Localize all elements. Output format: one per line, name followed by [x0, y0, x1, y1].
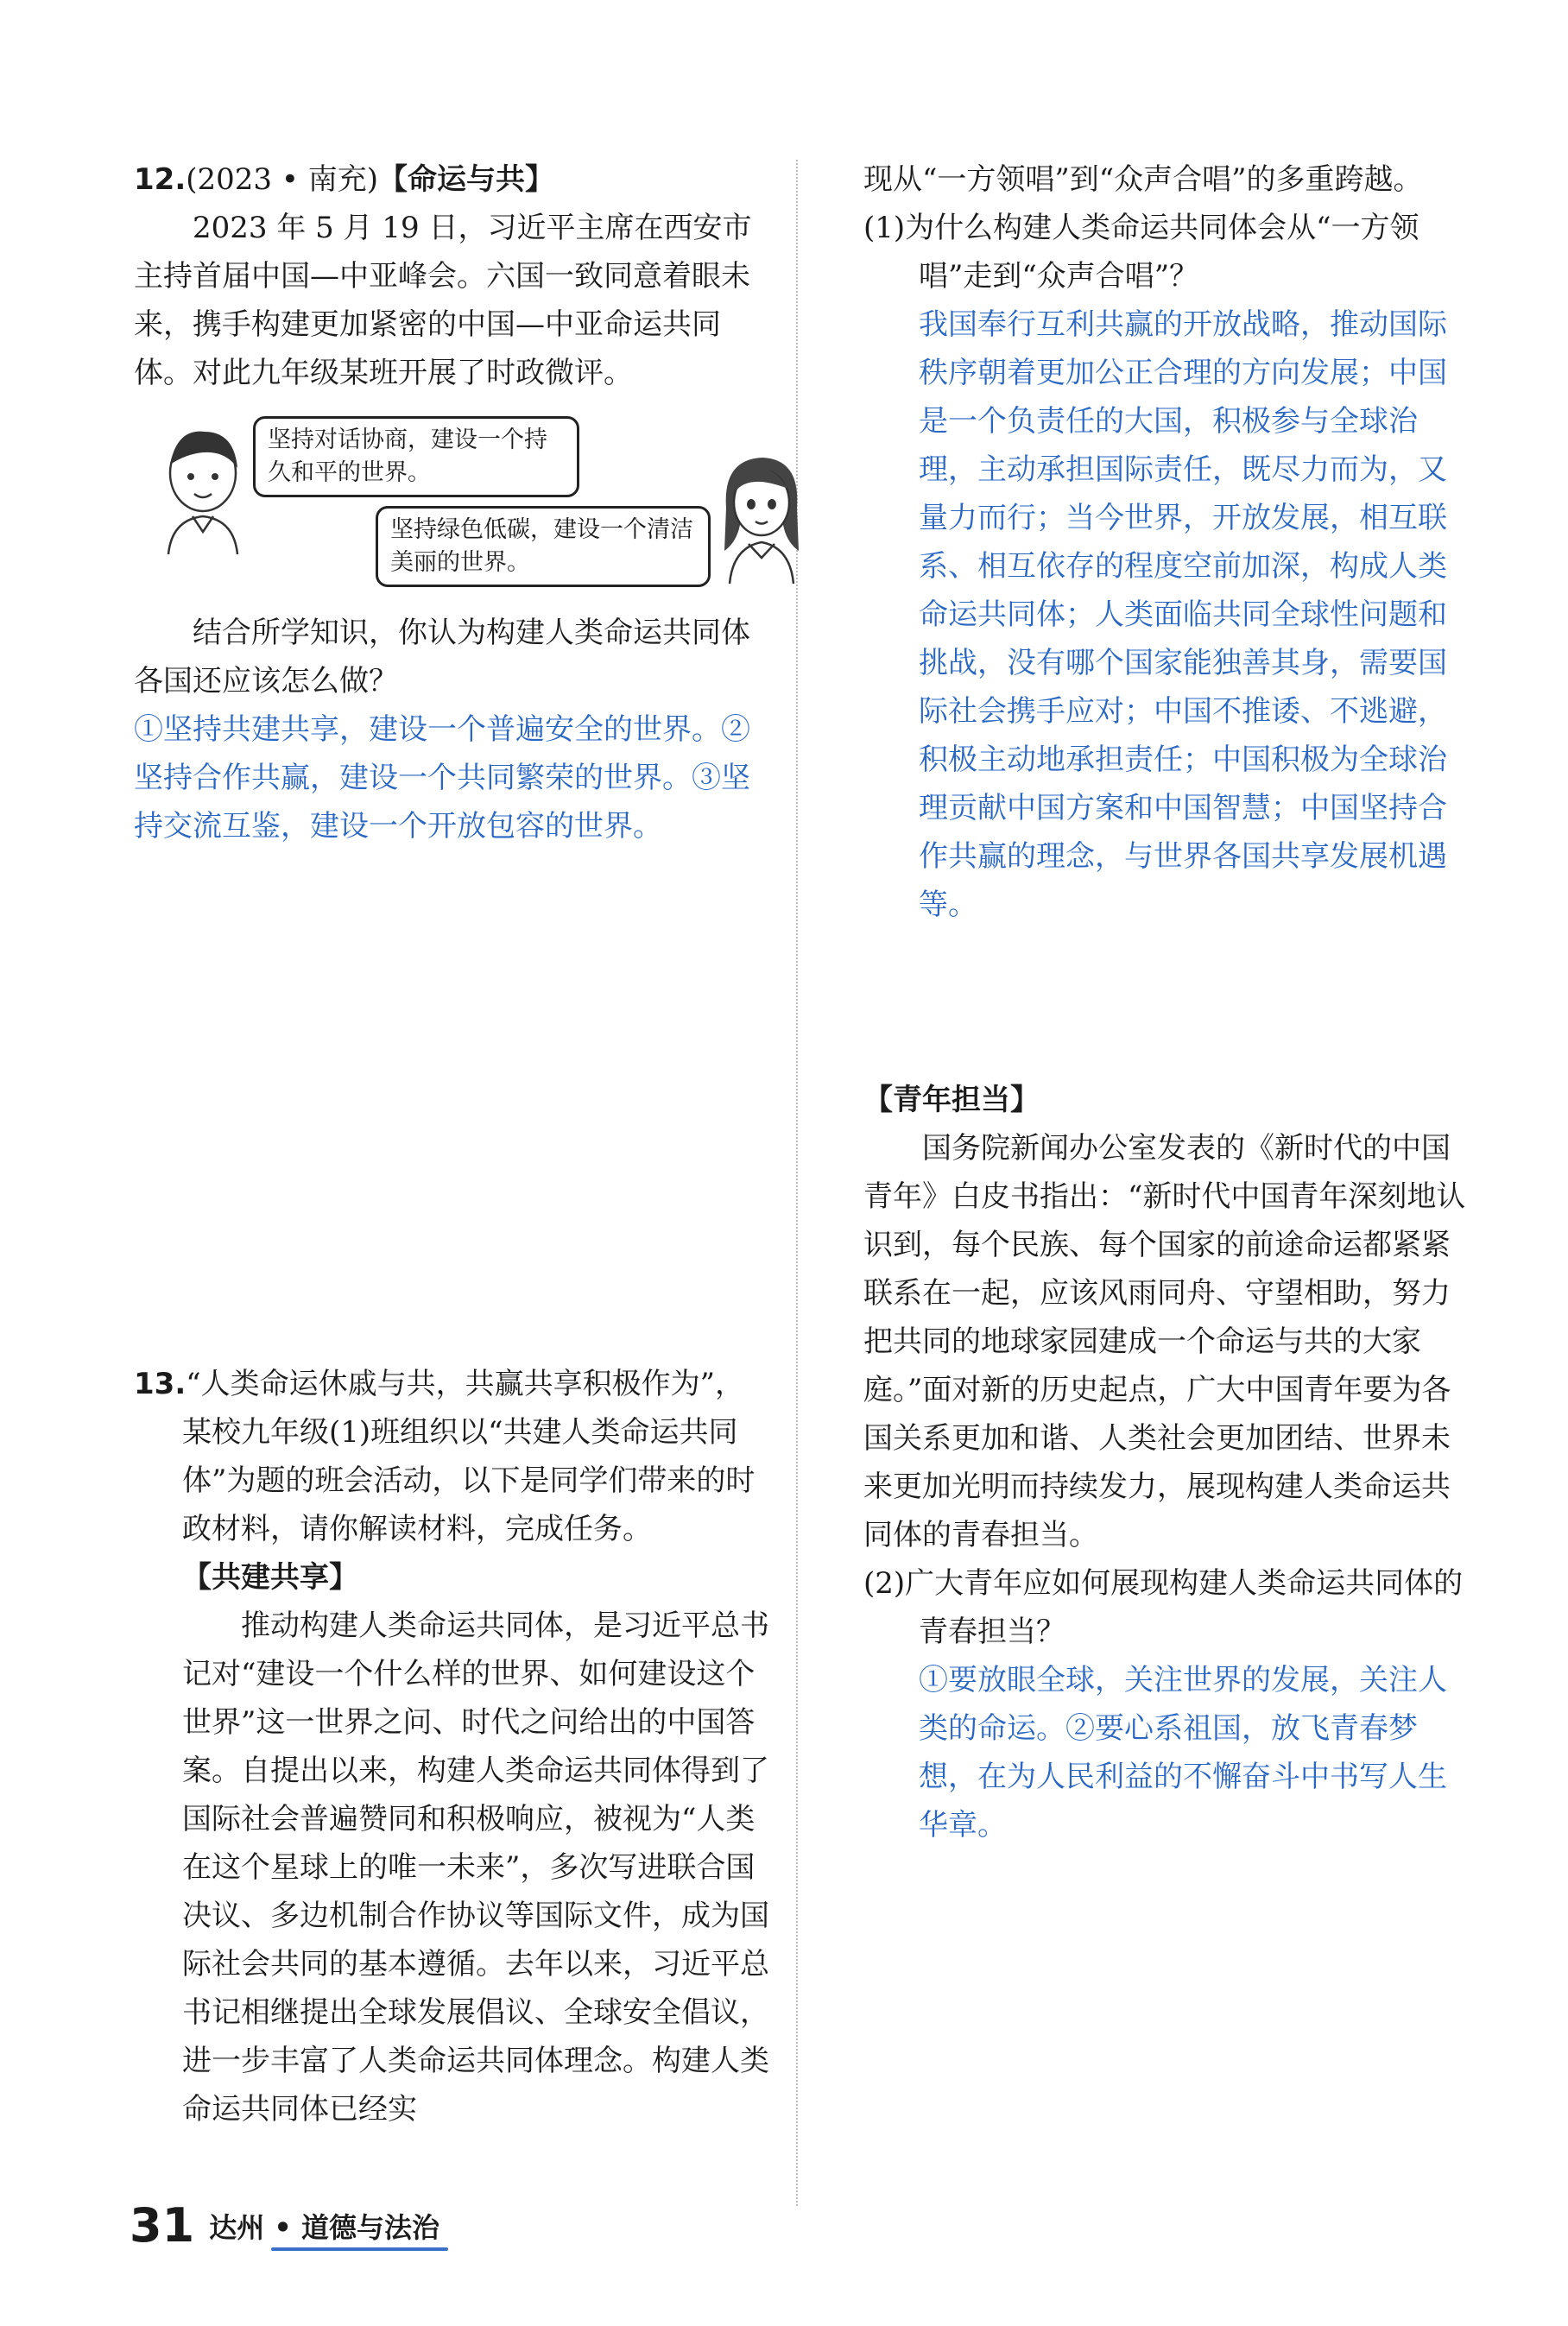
- answer-space: [134, 850, 773, 1360]
- section-gongjian-text: 推动构建人类命运共同体，是习近平总书记对“建设一个什么样的世界、如何建设这个世界”这一世界之问、时代之问给出的中国答案。自提出以来，构建人类命运共同体得到了国际社会普遍赞同和积极响应，被视为“人类在这个星球上的唯一未来”，多次写进联合国决议、多边机制合作协议等国际文件，成为国际社会共同的基本遵循。去年以来，习近平总书记相继提出全球发展倡议、全球安全倡议，进一步丰富了人类命运共同体理念。构建人类命运共同体已经实: [182, 1609, 769, 2127]
- section-tag-qingnian: 【青年担当】: [863, 1083, 1040, 1117]
- section-tag-gongjian: 【共建共享】: [182, 1560, 358, 1595]
- q12-material: 2023 年 5 月 19 日，习近平主席在西安市主持首届中国—中亚峰会。六国一致同意着眼未来，携手构建更加紧密的中国—中亚命运共同体。对此九年级某班开展了时政微评。: [134, 211, 752, 390]
- page-footer: [130, 2200, 439, 2260]
- q13-subquestion-2: (2)广大青年应如何展现构建人类命运共同体的青春担当？: [863, 1566, 1464, 1649]
- q13-intro: [134, 1360, 773, 1553]
- q12-answer: ①坚持共建共享，建设一个普遍安全的世界。②坚持合作共赢，建设一个共同繁荣的世界。③坚持交流互鉴，建设一个开放包容的世界。: [134, 712, 750, 844]
- q13-subquestion-1: (1)为什么构建人类命运共同体会从“一方领唱”走到“众声合唱”？: [863, 211, 1419, 294]
- q13-answer-2: ①要放眼全球，关注世界的发展，关注人类的命运。②要心系祖国，放飞青春梦想，在为人民利益的不懈奋斗中书写人生华章。: [919, 1663, 1447, 1842]
- boy-figure: [151, 420, 255, 558]
- left-column: [134, 155, 773, 2133]
- q12-source: (2023 • 南充): [186, 162, 378, 197]
- speech-bubble-boy: 坚持对话协商，建设一个持久和平的世界。: [253, 416, 579, 497]
- section-qingnian-text: 国务院新闻办公室发表的《新时代的中国青年》白皮书指出：“新时代中国青年深刻地认识到，每个民族、每个国家的前途命运都紧紧联系在一起，应该风雨同舟、守望相助，努力把共同的地球家园建成一个命运与共的大家庭。”面对新的历史起点，广大中国青年要为各国关系更加和谐、人类社会更加团结、世界未来更加光明而持续发力，展现构建人类命运共同体的青春担当。: [863, 1131, 1466, 1552]
- girl-figure: [714, 447, 809, 585]
- speech-bubble-girl: 坚持绿色低碳，建设一个清洁美丽的世界。: [376, 506, 711, 587]
- q12-question: 结合所学知识，你认为构建人类命运共同体各国还应该怎么做？: [134, 616, 750, 698]
- footer-underline: [271, 2247, 448, 2251]
- q13-intro-text: “人类命运休戚与共，共赢共享积极作为”，某校九年级(1)班组织以“共建人类命运共同体”为题的班会活动，以下是同学们带来的时政材料，请你解读材料，完成任务。: [182, 1367, 756, 1546]
- q13-number: 13.: [134, 1367, 187, 1401]
- q12-illustration: [134, 413, 773, 590]
- right-column: [863, 155, 1468, 1849]
- answer-space-right: [863, 929, 1468, 1076]
- q12-header: [134, 155, 773, 204]
- footer-title-text: 达州 • 道德与法治: [209, 2211, 439, 2244]
- section-gongjian-continued: 现从“一方领唱”到“众声合唱”的多重跨越。: [863, 162, 1423, 197]
- q13-answer-1: 我国奉行互利共赢的开放战略，推动国际秩序朝着更加公正合理的方向发展；中国是一个负责任的大国，积极参与全球治理，主动承担国际责任，既尽力而为，又量力而行；当今世界，开放发展，相互联系、相互依存的程度空前加深，构成人类命运共同体；人类面临共同全球性问题和挑战，没有哪个国家能独善其身，需要国际社会携手应对；中国不推诿、不逃避，积极主动地承担责任；中国积极为全球治理贡献中国方案和中国智慧；中国坚持合作共赢的理念，与世界各国共享发展机遇等。: [919, 307, 1447, 922]
- page-number: 31: [130, 2198, 195, 2253]
- q12-number: 12.: [134, 162, 187, 197]
- q12-tag: 【命运与共】: [377, 162, 554, 197]
- footer-book-title: [209, 2206, 439, 2246]
